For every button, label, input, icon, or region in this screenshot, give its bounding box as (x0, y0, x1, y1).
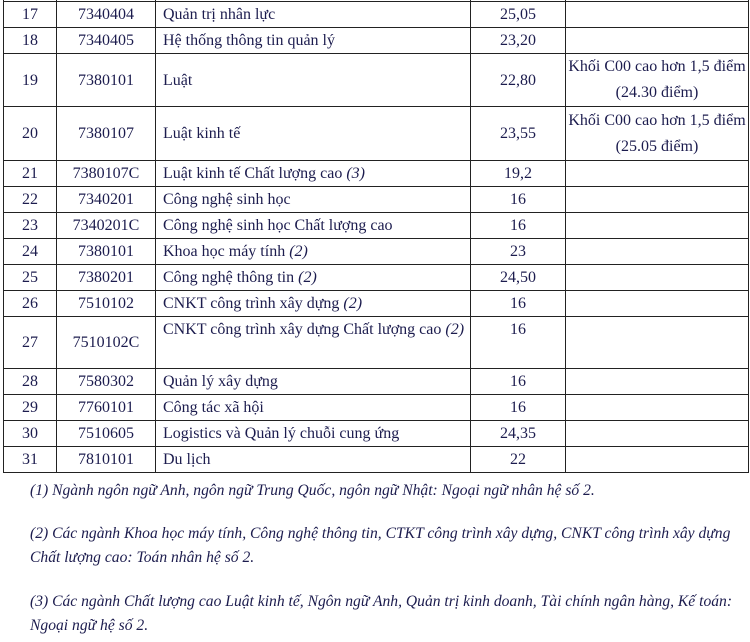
score-note (566, 395, 749, 421)
major-name: Quản lý xây dựng (156, 369, 471, 395)
row-number: 18 (4, 28, 57, 54)
major-name: Quản trị nhân lực (156, 2, 471, 28)
major-name: Công nghệ sinh học (156, 187, 471, 213)
major-name: Logistics và Quản lý chuỗi cung ứng (156, 421, 471, 447)
score-note (566, 447, 749, 473)
admission-score-table-container (3, 0, 749, 473)
table-row (4, 239, 749, 265)
major-name: Luật (156, 54, 471, 107)
cutoff-score: 23,55 (471, 107, 566, 161)
footnotes (30, 478, 748, 638)
row-number: 30 (4, 421, 57, 447)
major-name: Công tác xã hội (156, 395, 471, 421)
admission-score-table (3, 0, 749, 473)
major-code: 7380107C (57, 161, 156, 187)
cutoff-score: 19,2 (471, 161, 566, 187)
footnote-3: (3) Các ngành Chất lượng cao Luật kinh tế, Ngôn ngữ Anh, Quản trị kinh doanh, Tài chính ngân hàng, Kế toán: Ngoại ngữ hệ số 2. (30, 593, 733, 634)
table-row (4, 107, 749, 161)
score-note (566, 213, 749, 239)
table-row (4, 213, 749, 239)
major-name: Công nghệ sinh học Chất lượng cao (156, 213, 471, 239)
row-number: 21 (4, 161, 57, 187)
cutoff-score: 16 (471, 317, 566, 369)
major-code: 7340201 (57, 187, 156, 213)
cutoff-score: 25,05 (471, 2, 566, 28)
row-number: 31 (4, 447, 57, 473)
score-note (566, 239, 749, 265)
cutoff-score: 16 (471, 213, 566, 239)
table-row (4, 54, 749, 107)
major-name: CNKT công trình xây dựng Chất lượng cao (2) (156, 317, 471, 369)
row-number: 22 (4, 187, 57, 213)
row-number: 17 (4, 2, 57, 28)
footnote-2: (2) Các ngành Khoa học máy tính, Công nghệ thông tin, CTKT công trình xây dựng, CNKT công trình xây dựng Chất lượng cao: Toán nhân hệ số 2. (30, 525, 731, 566)
major-name: Luật kinh tế (156, 107, 471, 161)
major-code: 7510605 (57, 421, 156, 447)
row-number: 23 (4, 213, 57, 239)
row-number: 25 (4, 265, 57, 291)
score-note (566, 28, 749, 54)
row-number: 19 (4, 54, 57, 107)
cutoff-score: 16 (471, 187, 566, 213)
table-row (4, 2, 749, 28)
cutoff-score: 24,50 (471, 265, 566, 291)
table-row (4, 317, 749, 369)
score-note (566, 265, 749, 291)
score-note (566, 369, 749, 395)
major-code: 7380107 (57, 107, 156, 161)
table-row (4, 447, 749, 473)
major-code: 7340405 (57, 28, 156, 54)
score-note (566, 187, 749, 213)
row-number: 28 (4, 369, 57, 395)
table-row (4, 291, 749, 317)
major-code: 7580302 (57, 369, 156, 395)
major-code: 7340201C (57, 213, 156, 239)
major-name: Công nghệ thông tin (2) (156, 265, 471, 291)
score-note (566, 421, 749, 447)
row-number: 24 (4, 239, 57, 265)
table-row (4, 395, 749, 421)
major-code: 7510102 (57, 291, 156, 317)
score-note (566, 161, 749, 187)
major-code: 7510102C (57, 317, 156, 369)
major-name: Du lịch (156, 447, 471, 473)
cutoff-score: 22,80 (471, 54, 566, 107)
major-code: 7380101 (57, 54, 156, 107)
footnote-ref: (2) (445, 321, 465, 338)
major-code: 7340404 (57, 2, 156, 28)
cutoff-score: 24,35 (471, 421, 566, 447)
major-name: Hệ thống thông tin quản lý (156, 28, 471, 54)
score-note: Khối C00 cao hơn 1,5 điểm (24.30 điểm) (566, 54, 749, 107)
cutoff-score: 23 (471, 239, 566, 265)
score-note (566, 2, 749, 28)
footnote-ref: (2) (343, 295, 363, 312)
score-note: Khối C00 cao hơn 1,5 điểm (25.05 điểm) (566, 107, 749, 161)
table-row (4, 161, 749, 187)
footnote-ref: (2) (289, 243, 308, 260)
major-code: 7810101 (57, 447, 156, 473)
row-number: 20 (4, 107, 57, 161)
row-number: 27 (4, 317, 57, 369)
major-code: 7760101 (57, 395, 156, 421)
table-row (4, 421, 749, 447)
footnote-ref: (3) (346, 165, 365, 182)
major-name: CNKT công trình xây dựng (2) (156, 291, 471, 317)
score-note (566, 291, 749, 317)
cutoff-score: 16 (471, 369, 566, 395)
footnote-ref: (2) (298, 269, 317, 286)
major-name: Khoa học máy tính (2) (156, 239, 471, 265)
row-number: 26 (4, 291, 57, 317)
cutoff-score: 22 (471, 447, 566, 473)
footnote-1: (1) Ngành ngôn ngữ Anh, ngôn ngữ Trung Quốc, ngôn ngữ Nhật: Ngoại ngữ nhân hệ số 2. (30, 482, 595, 499)
major-name: Luật kinh tế Chất lượng cao (3) (156, 161, 471, 187)
cutoff-score: 23,20 (471, 28, 566, 54)
major-code: 7380201 (57, 265, 156, 291)
major-code: 7380101 (57, 239, 156, 265)
cutoff-score: 16 (471, 395, 566, 421)
table-row (4, 369, 749, 395)
score-note (566, 317, 749, 369)
table-row (4, 187, 749, 213)
row-number: 29 (4, 395, 57, 421)
table-row (4, 265, 749, 291)
table-row (4, 28, 749, 54)
cutoff-score: 16 (471, 291, 566, 317)
